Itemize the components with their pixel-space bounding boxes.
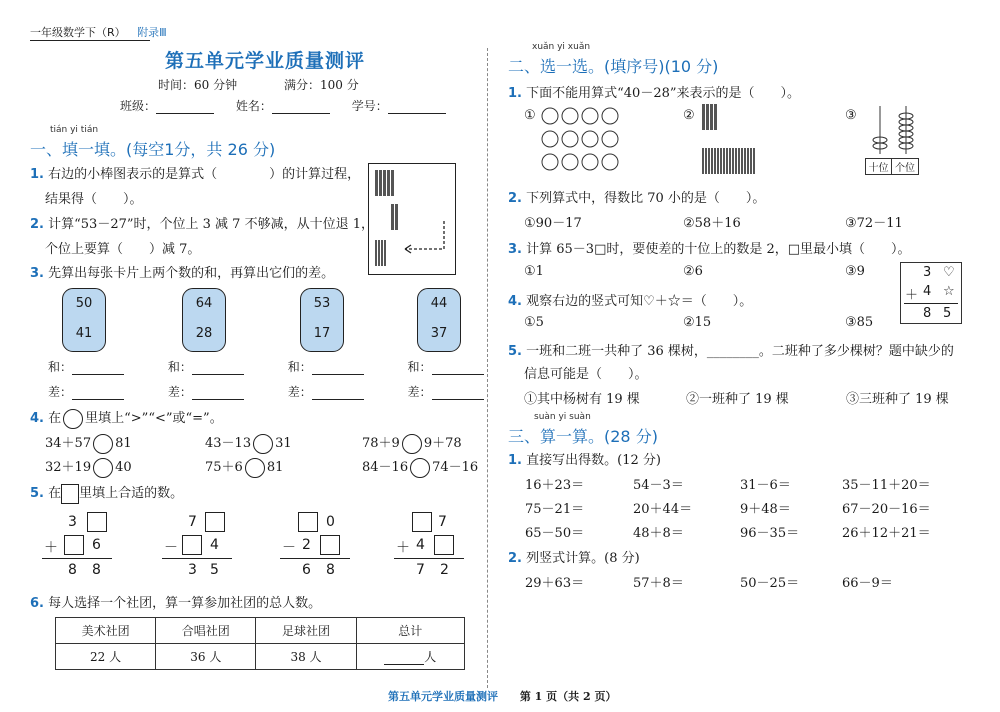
s2q5: 5. 一班和二班一共种了 36 棵树，________。二班种了多少棵树？题中缺少的 xyxy=(508,344,954,359)
fill-box[interactable] xyxy=(320,535,340,555)
fill-box[interactable] xyxy=(87,512,107,532)
q4-row-2: 32＋19 40 xyxy=(45,456,132,478)
circle-icon xyxy=(63,409,83,429)
option[interactable]: ③85 xyxy=(845,315,874,330)
appendix-label: 附录Ⅲ xyxy=(137,26,167,39)
q2-text: 计算“53－27”时，个位上 3 减 7 不够减，从十位退 1， xyxy=(48,217,374,232)
calc-item[interactable]: 16＋23＝ xyxy=(525,478,585,493)
calc-item[interactable]: 96－35＝ xyxy=(740,526,800,541)
stick-bundle-picture xyxy=(702,104,718,134)
book-label: 一年级数学下（R） xyxy=(30,26,126,39)
calc-item[interactable]: 26＋12＋21＝ xyxy=(842,526,931,541)
s2q1 xyxy=(508,82,800,101)
answer-blank[interactable] xyxy=(312,399,364,400)
fill-box[interactable] xyxy=(298,512,318,532)
option[interactable]: ②6 xyxy=(683,264,703,279)
answer-blank[interactable] xyxy=(72,399,124,400)
square-icon xyxy=(61,484,79,504)
class-label: 班级： xyxy=(120,99,157,113)
answer-blank[interactable] xyxy=(312,374,364,375)
answer-blank[interactable] xyxy=(432,399,484,400)
bead-picture xyxy=(540,104,624,174)
s2q1-number: 1. xyxy=(508,86,522,101)
s2q5-line2: 信息可能是（ ）。 xyxy=(524,367,648,382)
abacus-picture xyxy=(864,104,924,162)
column-divider xyxy=(487,48,488,688)
answer-blank[interactable] xyxy=(72,374,124,375)
time-info: 时间：60 分钟 xyxy=(158,78,238,92)
option[interactable]: ①5 xyxy=(524,315,544,330)
stick-bundles-mid xyxy=(391,204,399,234)
calc-item[interactable]: 67－20－16＝ xyxy=(842,502,931,517)
calc-item[interactable]: 48＋8＝ xyxy=(633,526,684,541)
s2q1-text: 下面不能用算式“40－28”来表示的是（ ）。 xyxy=(526,86,801,101)
q3 xyxy=(30,262,334,281)
student-info-row xyxy=(120,97,446,114)
number-card: 64 28 xyxy=(182,288,226,352)
s2q2: 2. 下列算式中，得数比 70 小的是（ ）。 xyxy=(508,191,766,206)
stick-singles xyxy=(375,240,387,270)
stick-bundles-top xyxy=(375,170,395,200)
calc-item[interactable]: 57＋8＝ xyxy=(633,576,684,591)
s2q4: 4. 观察右边的竖式可知♡＋☆＝（ ）。 xyxy=(508,294,753,309)
calc-item[interactable]: 65－50＝ xyxy=(525,526,585,541)
q3-number: 3. xyxy=(30,266,44,281)
score-info: 满分：100 分 xyxy=(284,78,359,92)
table-header-row: 美术社团 合唱社团 足球社团 总计 xyxy=(56,618,465,644)
table-row: 22 人 36 人 38 人 人 xyxy=(56,644,465,670)
stick-picture xyxy=(368,163,456,275)
sec3-title: 三、算一算。(28 分) xyxy=(508,427,658,446)
compare-circle[interactable] xyxy=(402,434,422,454)
q4-row-2b: 75＋6 81 xyxy=(205,456,283,478)
q5-number: 5. xyxy=(30,486,44,501)
q1 xyxy=(30,163,360,182)
id-field[interactable] xyxy=(388,113,446,114)
calc-item[interactable]: 9＋48＝ xyxy=(740,502,791,517)
option[interactable]: ③72－11 xyxy=(845,216,903,231)
number-card: 50 41 xyxy=(62,288,106,352)
q4-row-1b: 43－13 31 xyxy=(205,432,292,454)
number-card: 53 17 xyxy=(300,288,344,352)
calc-item[interactable]: 50－25＝ xyxy=(740,576,800,591)
vertical-problem-2: 7 － 4 3 5 xyxy=(160,510,240,580)
compare-circle[interactable] xyxy=(93,434,113,454)
q4-row-1c: 78＋9 9＋78 xyxy=(362,432,462,454)
calc-item[interactable]: 75－21＝ xyxy=(525,502,585,517)
s3q2: 2. 列竖式计算。(8 分) xyxy=(508,551,640,566)
footer-title: 第五单元学业质量测评 xyxy=(388,690,498,703)
class-field[interactable] xyxy=(156,113,214,114)
answer-blank[interactable] xyxy=(192,399,244,400)
calc-item[interactable]: 31－6＝ xyxy=(740,478,791,493)
q6-number: 6. xyxy=(30,596,44,611)
diff-row: 差： 差： 差： 差： xyxy=(48,383,484,400)
q4-number: 4. xyxy=(30,411,44,426)
sec2-pinyin: xuǎn yi xuǎn xyxy=(532,42,591,52)
q5: 5. 在 里填上合适的数。 xyxy=(30,482,183,504)
sec1-pinyin: tián yi tián xyxy=(50,125,99,135)
fill-box[interactable] xyxy=(64,535,84,555)
q3-text: 先算出每张卡片上两个数的和，再算出它们的差。 xyxy=(48,266,335,281)
compare-circle[interactable] xyxy=(245,458,265,478)
q1-line2: 结果得（ ）。 xyxy=(45,192,143,207)
fill-box[interactable] xyxy=(182,535,202,555)
q2-line2: 个位上要算（ ）减 7。 xyxy=(45,242,201,257)
answer-blank[interactable] xyxy=(192,374,244,375)
total-cell[interactable]: 人 xyxy=(356,644,464,670)
q1-number: 1. xyxy=(30,167,44,182)
sec1-title: 一、填一填。(每空1分，共 26 分) xyxy=(30,140,276,159)
sum-row: 和： 和： 和： 和： xyxy=(48,358,484,375)
compare-circle[interactable] xyxy=(253,434,273,454)
q2-number: 2. xyxy=(30,217,44,232)
id-label: 学号： xyxy=(351,99,388,113)
option[interactable]: ③三班种了 19 棵 xyxy=(846,392,949,407)
sec2-title: 二、选一选。(填序号)(10 分) xyxy=(508,57,719,76)
calc-item[interactable]: 35－11＋20＝ xyxy=(842,478,931,493)
fill-box[interactable] xyxy=(412,512,432,532)
q4: 4. 在 里填上“>”“<”或“=”。 xyxy=(30,407,223,429)
name-field[interactable] xyxy=(272,113,330,114)
option-3[interactable]: ③ xyxy=(845,108,857,123)
club-table xyxy=(55,617,465,670)
fill-box[interactable] xyxy=(434,535,454,555)
page-number: 第 1 页（共 2 页） xyxy=(519,690,617,703)
vertical-problem-4: 7 ＋ 4 7 2 xyxy=(392,510,472,580)
option-2[interactable]: ② xyxy=(683,108,695,123)
page-title: 第五单元学业质量测评 xyxy=(165,50,366,72)
q6-text: 每人选择一个社团，算一算参加社团的总人数。 xyxy=(48,596,322,611)
option[interactable]: ①其中杨树有 19 棵 xyxy=(524,392,640,407)
compare-circle[interactable] xyxy=(93,458,113,478)
q6 xyxy=(30,592,321,611)
header-rule xyxy=(30,40,150,41)
answer-blank[interactable] xyxy=(432,374,484,375)
option-1[interactable]: ① xyxy=(524,108,536,123)
sec3-pinyin: suàn yi suàn xyxy=(534,412,591,422)
calc-item[interactable]: 20＋44＝ xyxy=(633,502,693,517)
calc-item[interactable]: 54－3＝ xyxy=(633,478,684,493)
number-card: 44 37 xyxy=(417,288,461,352)
vertical-calc-box: 3 ♡ ＋ 4 ☆ 8 5 xyxy=(900,262,962,324)
calc-item[interactable]: 66－9＝ xyxy=(842,576,893,591)
stick-row-picture xyxy=(702,148,756,178)
option[interactable]: ①90－17 xyxy=(524,216,582,231)
vertical-problem-1: 3 ＋ 6 8 8 xyxy=(40,510,120,580)
q4-row-2c: 84－16 74－16 xyxy=(362,456,478,478)
fill-box[interactable] xyxy=(205,512,225,532)
q4-row-1: 34＋57 81 xyxy=(45,432,132,454)
s3q1: 1. 直接写出得数。(12 分) xyxy=(508,453,661,468)
option[interactable]: ②15 xyxy=(683,315,712,330)
calc-item[interactable]: 29＋63＝ xyxy=(525,576,585,591)
option[interactable]: ②58＋16 xyxy=(683,216,741,231)
q1-text: 右边的小棒图表示的是算式（ ）的计算过程， xyxy=(48,167,361,182)
option[interactable]: ③9 xyxy=(845,264,865,279)
abacus-labels: 十位 个位 xyxy=(865,158,919,175)
q2 xyxy=(30,213,374,232)
name-label: 姓名： xyxy=(235,99,272,113)
vertical-problem-3: 0 － 2 6 8 xyxy=(278,510,358,580)
option[interactable]: ②一班种了 19 棵 xyxy=(686,392,789,407)
header-book xyxy=(30,24,167,40)
arrow-icon xyxy=(399,219,449,259)
footer xyxy=(388,688,616,704)
compare-circle[interactable] xyxy=(410,458,430,478)
s2q3: 3. 计算 65－3□时，要使差的十位上的数是 2，□里最小填（ ）。 xyxy=(508,242,911,257)
option[interactable]: ①1 xyxy=(524,264,544,279)
